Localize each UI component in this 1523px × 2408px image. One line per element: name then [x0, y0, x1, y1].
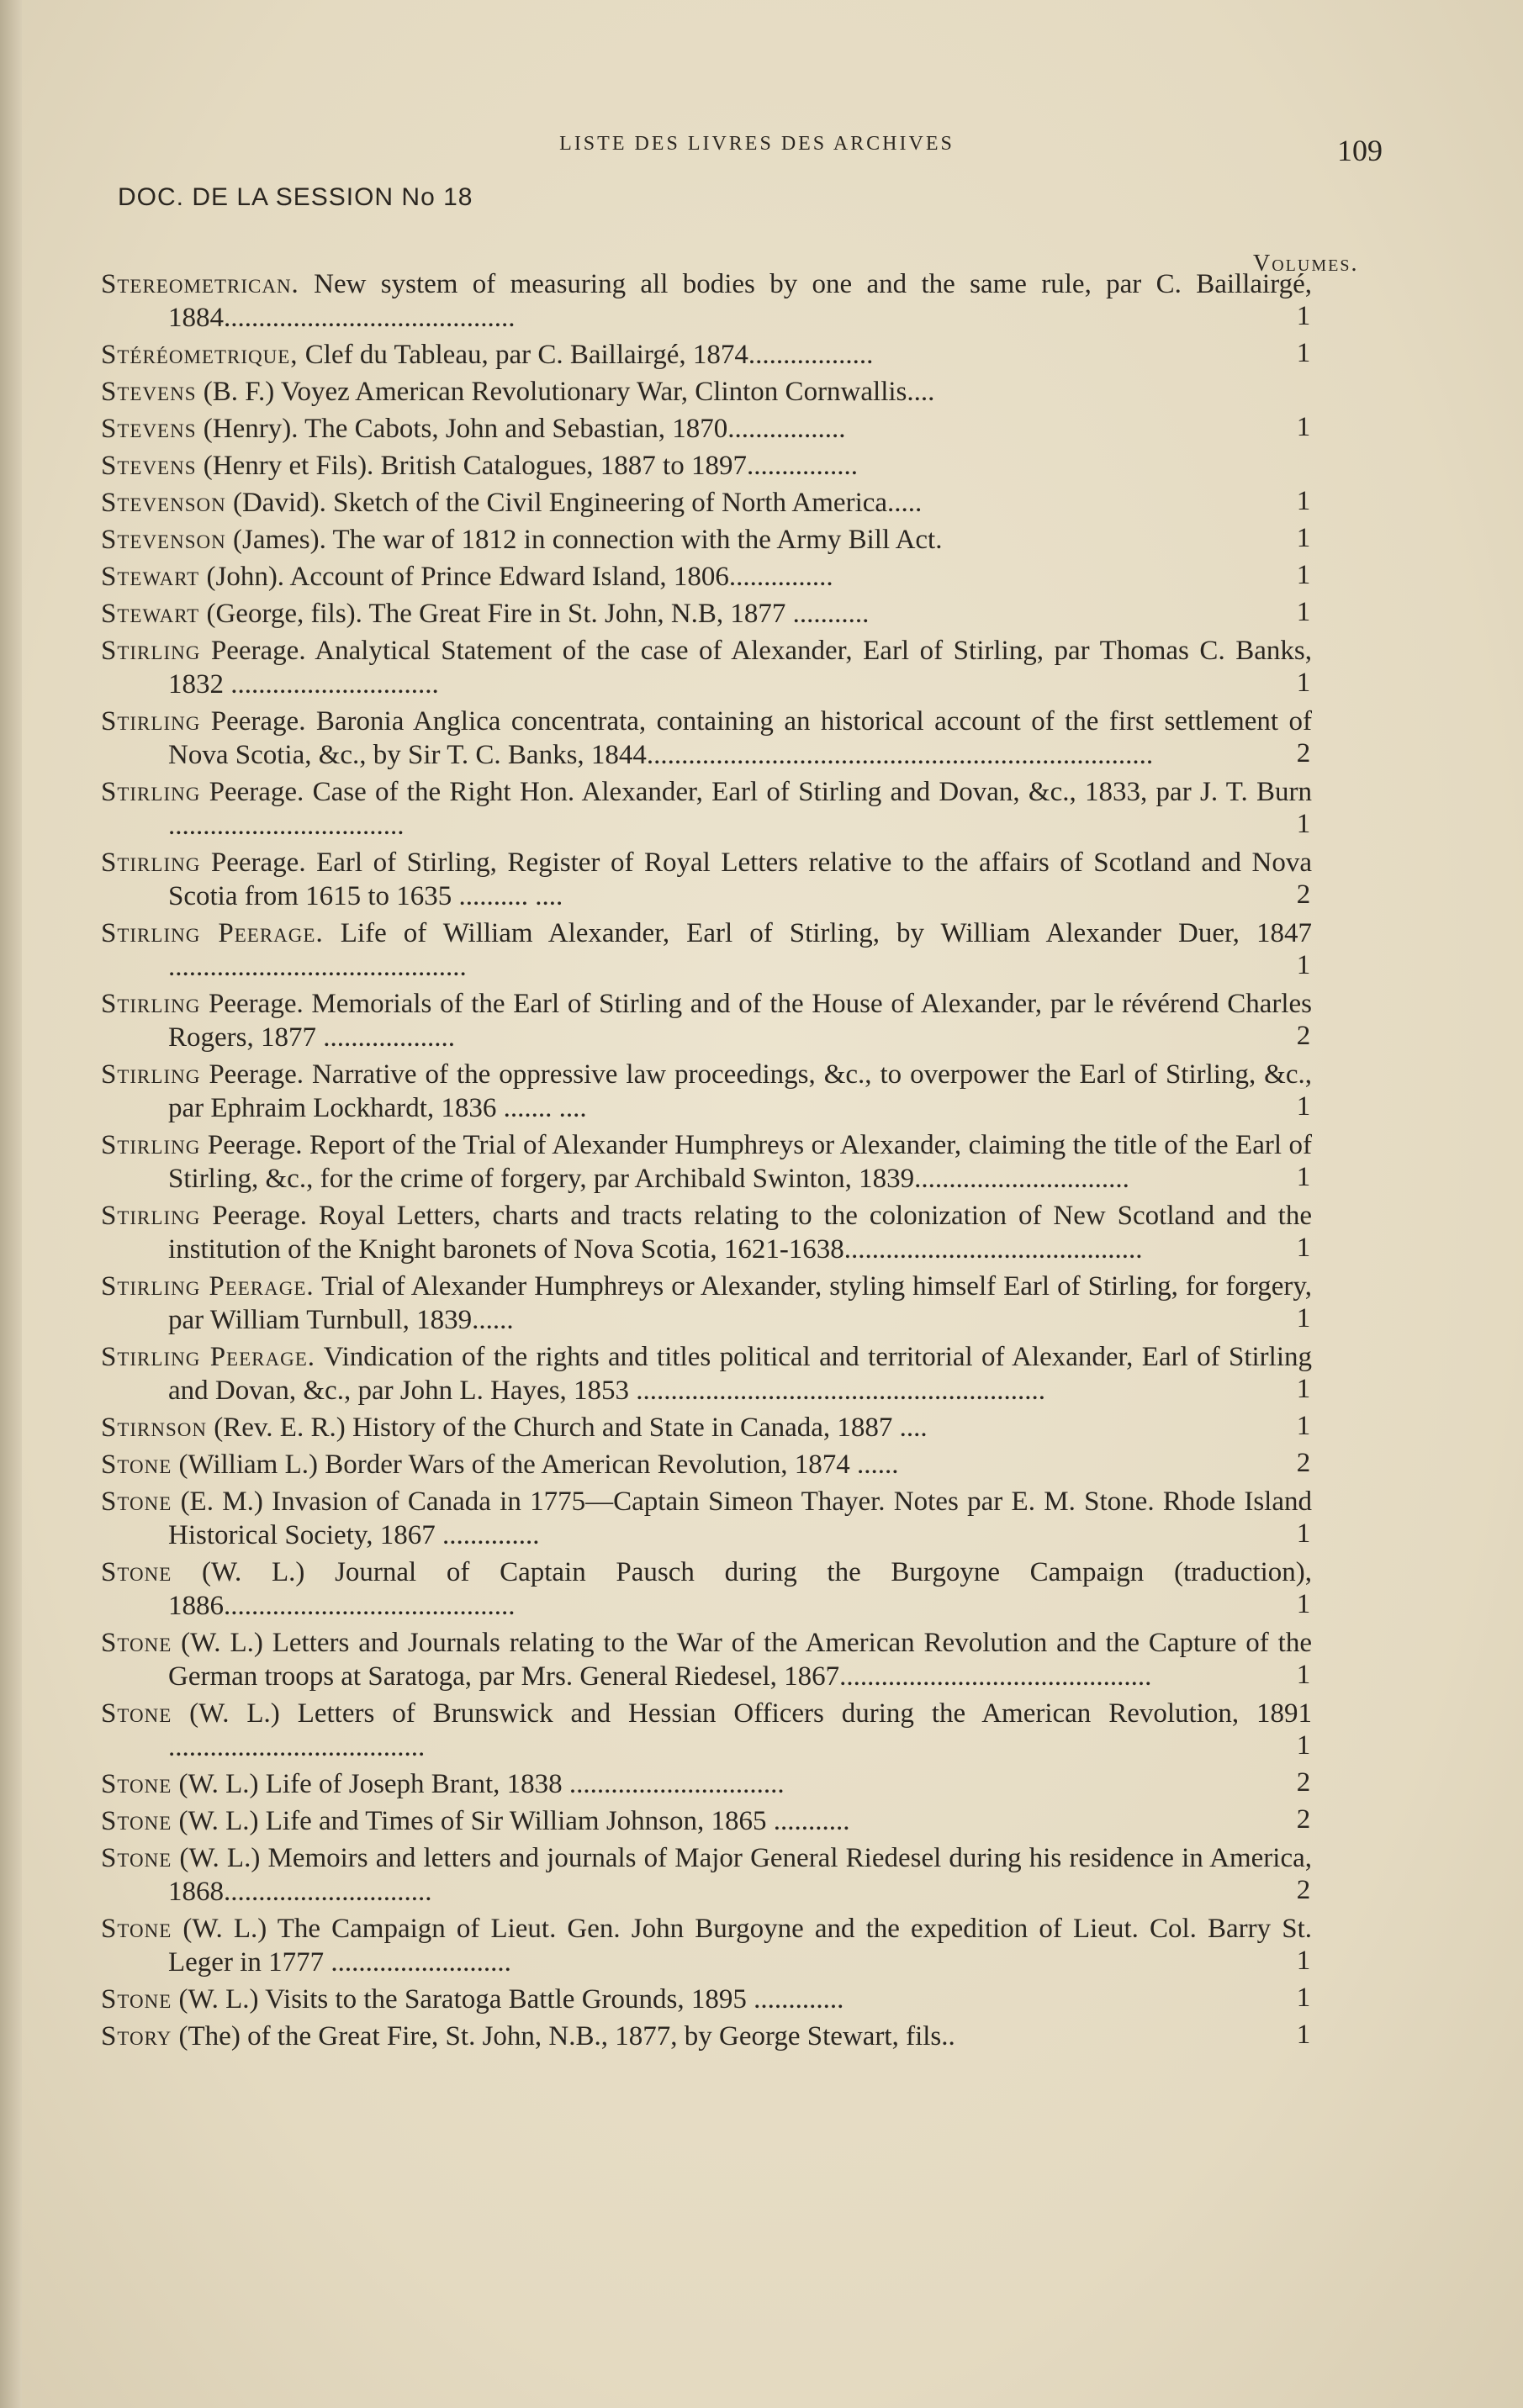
- entry-volume-count: 2: [1296, 1804, 1311, 1835]
- entry-description: New system of measuring all bodies by one and the same rule, par C. Baillairgé, 1884..........................................: [168, 269, 1312, 333]
- entry-text: [101, 2020, 1312, 2053]
- entry-volume-count: 2: [1296, 1448, 1311, 1478]
- entry-heading: Stone: [101, 1450, 172, 1480]
- entry-heading: Stone: [101, 1698, 172, 1729]
- catalogue-entry: [101, 523, 1413, 557]
- entry-heading: Stirling: [101, 1059, 201, 1090]
- entry-text: [101, 1058, 1312, 1125]
- entry-heading: Stirling Peerage.: [101, 918, 324, 948]
- catalogue-entries: [101, 267, 1413, 2057]
- entry-description: Life of William Alexander, Earl of Stirling, by William Alexander Duer, 1847 ...........................................: [168, 918, 1312, 982]
- entry-volume-count: 1: [1296, 1730, 1311, 1761]
- entry-volume-count: 2: [1296, 879, 1311, 910]
- entry-text: [101, 1804, 1312, 1838]
- catalogue-entry: [101, 1128, 1413, 1196]
- catalogue-entry: [101, 1626, 1413, 1693]
- entry-heading: Stevens: [101, 451, 197, 481]
- entry-description: (B. F.) Voyez American Revolutionary War, Clinton Cornwallis....: [196, 377, 935, 407]
- entry-description: (The) of the Great Fire, St. John, N.B., 1877, by George Stewart, fils..: [172, 2021, 955, 2052]
- entry-description: (John). Account of Prince Edward Island, 1806...............: [199, 562, 833, 592]
- entry-volume-count: 1: [1296, 1411, 1311, 1441]
- entry-text: [101, 1912, 1312, 1979]
- entry-description: (W. L.) Life and Times of Sir William Johnson, 1865 ...........: [172, 1806, 850, 1836]
- entry-description: (W. L.) Life of Joseph Brant, 1838 ...............................: [172, 1769, 785, 1799]
- book-spine-shadow: [0, 0, 22, 2408]
- entry-heading: Stirnson: [101, 1413, 208, 1443]
- entry-description: Peerage. Analytical Statement of the case of Alexander, Earl of Stirling, par Thomas C. Banks, 1832 ..............................: [168, 636, 1312, 700]
- catalogue-entry: [101, 1983, 1413, 2016]
- running-title: LISTE DES LIVRES DES ARCHIVES: [559, 133, 955, 155]
- entry-volume-count: 1: [1296, 668, 1311, 698]
- catalogue-entry: [101, 705, 1413, 772]
- entry-volume-count: 2: [1296, 1021, 1311, 1051]
- entry-text: [101, 1626, 1312, 1693]
- entry-text: [101, 1697, 1312, 1764]
- catalogue-entry: [101, 1340, 1413, 1407]
- entry-text: [101, 1841, 1312, 1909]
- entry-heading: Stirling Peerage.: [101, 1342, 316, 1372]
- entry-description: Peerage. Baronia Anglica concentrata, containing an historical account of the first settlement of Nova Scotia, &c., by Sir T. C. Banks, 1844.........................................................................: [168, 706, 1312, 770]
- entry-description: Peerage. Royal Letters, charts and tracts relating to the colonization of New Scotland and the institution of the Knight baronets of Nova Scotia, 1621-1638...........................................: [168, 1201, 1312, 1265]
- entry-text: [101, 375, 1312, 409]
- entry-heading: Stirling: [101, 848, 201, 878]
- entry-volume-count: 1: [1296, 1983, 1311, 2013]
- entry-text: [101, 560, 1312, 594]
- entry-description: Peerage. Report of the Trial of Alexander Humphreys or Alexander, claiming the title of the Earl of Stirling, &c., for the crime of forgery, par Archibald Swinton, 1839...............................: [168, 1130, 1312, 1194]
- entry-description: (Henry et Fils). British Catalogues, 1887 to 1897................: [196, 451, 858, 481]
- entry-volume-count: 1: [1296, 301, 1311, 331]
- entry-heading: Stirling: [101, 777, 201, 807]
- catalogue-entry: [101, 916, 1413, 984]
- catalogue-entry: [101, 1270, 1413, 1337]
- entry-heading: Stone: [101, 1628, 172, 1658]
- entry-text: [101, 1983, 1312, 2016]
- volumes-column-heading: Volumes.: [1253, 251, 1359, 277]
- entry-heading: Stewart: [101, 599, 200, 629]
- entry-heading: Stirling: [101, 1130, 201, 1160]
- entry-description: (William L.) Border Wars of the American Revolution, 1874 ......: [172, 1450, 899, 1480]
- entry-heading: Stirling: [101, 989, 201, 1019]
- catalogue-entry: [101, 1411, 1413, 1444]
- entry-text: [101, 1555, 1312, 1623]
- entry-description: Peerage. Case of the Right Hon. Alexander, Earl of Stirling and Dovan, &c., 1833, par J. T. Burn ..................................: [168, 777, 1312, 841]
- entry-description: (E. M.) Invasion of Canada in 1775—Captain Simeon Thayer. Notes par E. M. Stone. Rhode Island Historical Society, 1867 ..............: [168, 1487, 1312, 1550]
- entry-text: [101, 987, 1312, 1054]
- entry-heading: Stevens: [101, 377, 197, 407]
- catalogue-entry: [101, 1697, 1413, 1764]
- entry-volume-count: 1: [1296, 523, 1311, 553]
- entry-text: [101, 1128, 1312, 1196]
- entry-text: [101, 775, 1312, 842]
- catalogue-entry: [101, 1485, 1413, 1552]
- catalogue-entry: [101, 449, 1413, 483]
- entry-description: (David). Sketch of the Civil Engineering of North America.....: [225, 488, 923, 518]
- entry-volume-count: 1: [1296, 1518, 1311, 1549]
- entry-volume-count: 1: [1296, 1233, 1311, 1263]
- entry-text: [101, 634, 1312, 701]
- entry-volume-count: 1: [1296, 597, 1311, 627]
- entry-heading: Stone: [101, 1487, 172, 1517]
- catalogue-entry: [101, 375, 1413, 409]
- entry-text: [101, 916, 1312, 984]
- entry-volume-count: 1: [1296, 1946, 1311, 1976]
- entry-text: [101, 846, 1312, 913]
- entry-text: [101, 1199, 1312, 1266]
- entry-volume-count: 1: [1296, 1162, 1311, 1192]
- entry-text: [101, 1485, 1312, 1552]
- entry-text: [101, 1340, 1312, 1407]
- entry-volume-count: 1: [1296, 560, 1311, 590]
- entry-text: [101, 1270, 1312, 1337]
- entry-text: [101, 449, 1312, 483]
- entry-description: (W. L.) Visits to the Saratoga Battle Grounds, 1895 .............: [172, 1984, 844, 2015]
- entry-heading: Stéréometrique,: [101, 340, 299, 370]
- entry-text: [101, 412, 1312, 446]
- entry-text: [101, 523, 1312, 557]
- entry-heading: Stevenson: [101, 525, 226, 555]
- entry-description: Peerage. Earl of Stirling, Register of Royal Letters relative to the affairs of Scotland and Nova Scotia from 1615 to 1635 .......... ....: [168, 848, 1312, 911]
- entry-heading: Stone: [101, 1806, 172, 1836]
- entry-description: Clef du Tableau, par C. Baillairgé, 1874..................: [298, 340, 874, 370]
- entry-heading: Stirling Peerage.: [101, 1271, 315, 1302]
- catalogue-entry: [101, 338, 1413, 372]
- entry-heading: Stereometrican.: [101, 269, 299, 299]
- entry-volume-count: 1: [1296, 2020, 1311, 2050]
- entry-heading: Story: [101, 2021, 172, 2052]
- catalogue-entry: [101, 634, 1413, 701]
- entry-heading: Stirling: [101, 636, 201, 666]
- entry-description: (George, fils). The Great Fire in St. John, N.B, 1877 ...........: [199, 599, 870, 629]
- entry-text: [101, 486, 1312, 520]
- page-number: 109: [1337, 134, 1383, 167]
- entry-volume-count: 1: [1296, 1303, 1311, 1333]
- entry-description: (W. L.) Letters of Brunswick and Hessian Officers during the American Revolution, 1891 .....................................: [168, 1698, 1312, 1762]
- catalogue-entry: [101, 486, 1413, 520]
- catalogue-entry: [101, 412, 1413, 446]
- entry-heading: Stone: [101, 1557, 172, 1587]
- catalogue-entry: [101, 1555, 1413, 1623]
- catalogue-entry: [101, 1199, 1413, 1266]
- entry-text: [101, 1411, 1312, 1444]
- entry-heading: Stewart: [101, 562, 200, 592]
- session-document-label: DOC. DE LA SESSION No 18: [118, 183, 473, 211]
- entry-description: (W. L.) Journal of Captain Pausch during the Burgoyne Campaign (traduction), 1886..........................................: [168, 1557, 1312, 1621]
- catalogue-entry: [101, 1058, 1413, 1125]
- catalogue-entry: [101, 1448, 1413, 1481]
- catalogue-entry: [101, 560, 1413, 594]
- entry-text: [101, 338, 1312, 372]
- entry-description: (Rev. E. R.) History of the Church and State in Canada, 1887 ....: [207, 1413, 928, 1443]
- entry-description: Peerage. Memorials of the Earl of Stirling and of the House of Alexander, par le révérend Charles Rogers, 1877 ...................: [168, 989, 1312, 1053]
- entry-volume-count: 1: [1296, 809, 1311, 839]
- entry-heading: Stirling: [101, 1201, 201, 1231]
- entry-volume-count: 1: [1296, 338, 1311, 368]
- catalogue-entry: [101, 1804, 1413, 1838]
- catalogue-entry: [101, 597, 1413, 631]
- entry-heading: Stirling: [101, 706, 201, 737]
- catalogue-entry: [101, 1767, 1413, 1801]
- entry-volume-count: 2: [1296, 1767, 1311, 1798]
- entry-volume-count: 1: [1296, 1374, 1311, 1404]
- entry-text: [101, 267, 1312, 335]
- entry-volume-count: 1: [1296, 1589, 1311, 1619]
- entry-volume-count: 1: [1296, 950, 1311, 980]
- entry-description: (Henry). The Cabots, John and Sebastian, 1870.................: [196, 414, 846, 444]
- entry-description: (W. L.) Letters and Journals relating to the War of the American Revolution and the Capture of the German troops at Saratoga, par Mrs. General Riedesel, 1867.............................................: [168, 1628, 1312, 1692]
- entry-volume-count: 2: [1296, 1875, 1311, 1905]
- catalogue-entry: [101, 267, 1413, 335]
- entry-description: Peerage. Narrative of the oppressive law proceedings, &c., to overpower the Earl of Stirling, &c., par Ephraim Lockhardt, 1836 ....... ....: [168, 1059, 1312, 1123]
- catalogue-entry: [101, 775, 1413, 842]
- entry-volume-count: 1: [1296, 1660, 1311, 1690]
- entry-heading: Stone: [101, 1769, 172, 1799]
- entry-description: (W. L.) Memoirs and letters and journals of Major General Riedesel during his residence in America, 1868..............................: [168, 1843, 1312, 1907]
- entry-heading: Stevens: [101, 414, 197, 444]
- entry-heading: Stone: [101, 1984, 172, 2015]
- entry-description: (James). The war of 1812 in connection with the Army Bill Act.: [225, 525, 943, 555]
- entry-description: Vindication of the rights and titles political and territorial of Alexander, Earl of Stirling and Dovan, &c., par John L. Hayes, 1853 ...........................................................: [168, 1342, 1312, 1406]
- entry-text: [101, 705, 1312, 772]
- entry-volume-count: 1: [1296, 412, 1311, 442]
- catalogue-entry: [101, 987, 1413, 1054]
- entry-text: [101, 597, 1312, 631]
- entry-heading: Stone: [101, 1843, 172, 1873]
- entry-volume-count: 2: [1296, 738, 1311, 768]
- entry-volume-count: 1: [1296, 1091, 1311, 1122]
- entry-heading: Stone: [101, 1914, 172, 1944]
- catalogue-entry: [101, 1912, 1413, 1979]
- entry-text: [101, 1448, 1312, 1481]
- entry-volume-count: 1: [1296, 486, 1311, 516]
- entry-text: [101, 1767, 1312, 1801]
- catalogue-entry: [101, 1841, 1413, 1909]
- entry-description: (W. L.) The Campaign of Lieut. Gen. John Burgoyne and the expedition of Lieut. Col. Barry St. Leger in 1777 ..........................: [168, 1914, 1312, 1978]
- catalogue-entry: [101, 846, 1413, 913]
- entry-description: Trial of Alexander Humphreys or Alexander, styling himself Earl of Stirling, for forgery, par William Turnbull, 1839......: [168, 1271, 1312, 1335]
- entry-heading: Stevenson: [101, 488, 226, 518]
- catalogue-entry: [101, 2020, 1413, 2053]
